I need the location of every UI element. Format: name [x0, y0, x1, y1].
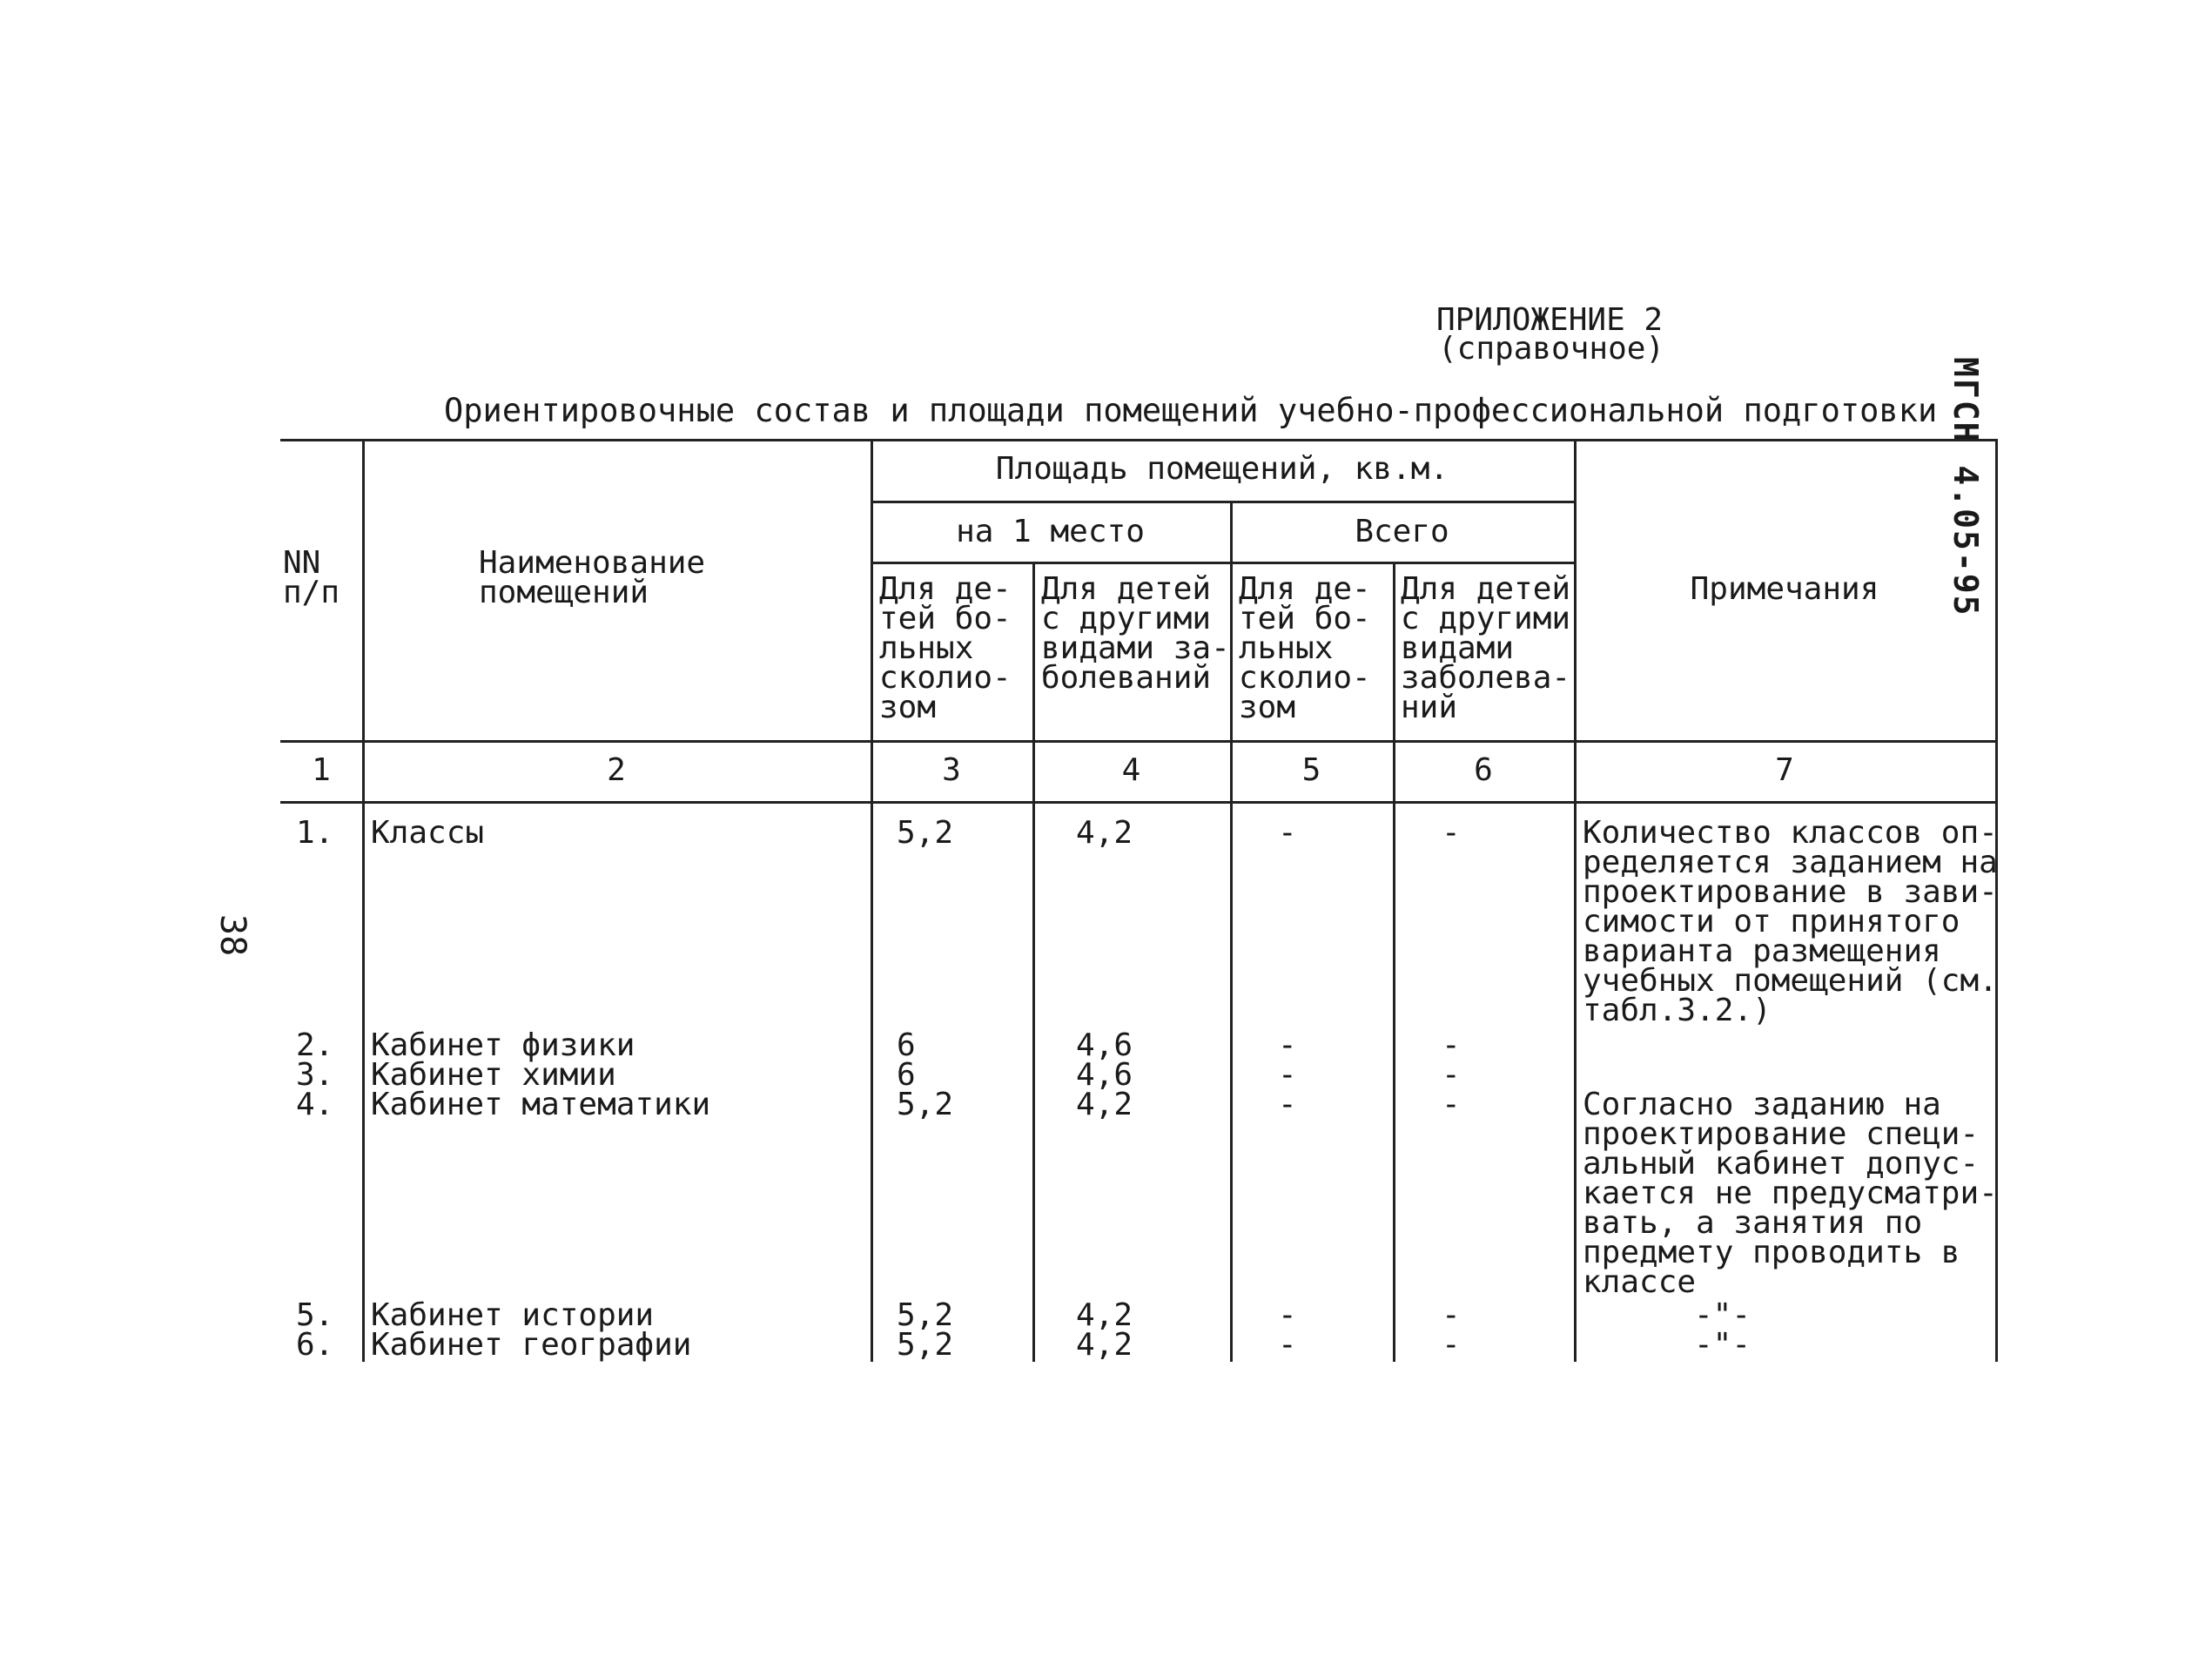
column-number: 5: [1301, 752, 1321, 788]
total-scoliosis: -: [1278, 1327, 1297, 1363]
area-scoliosis: 5,2: [897, 815, 954, 851]
appendix-subtitle: (справочное): [1438, 331, 1665, 367]
area-scoliosis: 5,2: [897, 1087, 954, 1122]
header-num: NN п/п: [283, 545, 340, 610]
column-number: 6: [1474, 752, 1493, 788]
appendix-title: ПРИЛОЖЕНИЕ 2: [1436, 302, 1664, 338]
header-other-diseases-total: Для детей с другими видами заболева- ний: [1401, 571, 1571, 725]
area-scoliosis: 6: [897, 1027, 916, 1063]
total-scoliosis: -: [1278, 815, 1297, 851]
column-divider: [1393, 562, 1395, 1362]
total-other: -: [1442, 1087, 1461, 1122]
header-other-diseases: Для детей с другими видами за- болеваний: [1041, 571, 1230, 696]
room-name: Кабинет географии: [371, 1327, 692, 1363]
page-number: 38: [212, 914, 252, 957]
header-per-place: на 1 место: [956, 514, 1145, 549]
table-title: Ориентировочные состав и площади помещений учебно-профессиональной подготовки: [444, 392, 1938, 429]
total-other: -: [1442, 1057, 1461, 1093]
note: -"-: [1694, 1327, 1751, 1363]
room-name: Кабинет математики: [371, 1087, 711, 1122]
room-name: Кабинет химии: [371, 1057, 616, 1093]
column-divider: [1230, 501, 1233, 1362]
column-divider: [871, 439, 873, 1362]
row-number: 5.: [296, 1297, 334, 1333]
total-scoliosis: -: [1278, 1027, 1297, 1063]
note: Согласно заданию на проектирование специ- альный кабинет допус- кается не предусматри- вать, а занятия по предмету проводить в классе: [1583, 1087, 1998, 1300]
note: Количество классов оп- ределяется заданием на проектирование в зави- симости от принятого варианта размещения учебных помещений (см. табл.3.2.): [1583, 815, 1998, 1028]
area-other: 4,6: [1076, 1057, 1133, 1093]
total-other: -: [1442, 1297, 1461, 1333]
header-scoliosis: Для де- тей бо- льных сколио- зом: [879, 571, 1012, 725]
total-other: -: [1442, 1027, 1461, 1063]
area-other: 4,6: [1076, 1027, 1133, 1063]
area-scoliosis: 5,2: [897, 1297, 954, 1333]
row-number: 2.: [296, 1027, 334, 1063]
table-top-rule: [280, 439, 1995, 441]
room-name: Классы: [371, 815, 485, 851]
area-other: 4,2: [1076, 1327, 1133, 1363]
subheader-rule: [871, 562, 1574, 564]
column-number: 2: [607, 752, 626, 788]
row-number: 1.: [296, 815, 334, 851]
note: -"-: [1694, 1297, 1751, 1333]
header-notes: Примечания: [1690, 571, 1879, 607]
row-number: 6.: [296, 1327, 334, 1363]
header-scoliosis-total: Для де- тей бо- льных сколио- зом: [1239, 571, 1371, 725]
column-number: 1: [312, 752, 331, 788]
area-other: 4,2: [1076, 1297, 1133, 1333]
area-other: 4,2: [1076, 1087, 1133, 1122]
row-number: 4.: [296, 1087, 334, 1122]
header-bottom-rule: [280, 740, 1995, 743]
document-code: МГСН 4.05-95: [1946, 357, 1985, 617]
row-number: 3.: [296, 1057, 334, 1093]
column-number: 4: [1121, 752, 1141, 788]
header-name: Наименование помещений: [479, 545, 706, 610]
area-header-rule: [871, 501, 1574, 503]
column-numbers-rule: [280, 801, 1995, 804]
total-scoliosis: -: [1278, 1087, 1297, 1122]
column-number: 3: [942, 752, 961, 788]
area-scoliosis: 6: [897, 1057, 916, 1093]
header-total: Всего: [1355, 514, 1449, 549]
total-scoliosis: -: [1278, 1297, 1297, 1333]
column-divider: [362, 439, 365, 1362]
area-other: 4,2: [1076, 815, 1133, 851]
room-name: Кабинет физики: [371, 1027, 635, 1063]
room-name: Кабинет истории: [371, 1297, 655, 1333]
area-scoliosis: 5,2: [897, 1327, 954, 1363]
total-other: -: [1442, 1327, 1461, 1363]
total-scoliosis: -: [1278, 1057, 1297, 1093]
column-divider: [1032, 562, 1035, 1362]
total-other: -: [1442, 815, 1461, 851]
header-area: Площадь помещений, кв.м.: [995, 451, 1449, 487]
column-number: 7: [1775, 752, 1794, 788]
